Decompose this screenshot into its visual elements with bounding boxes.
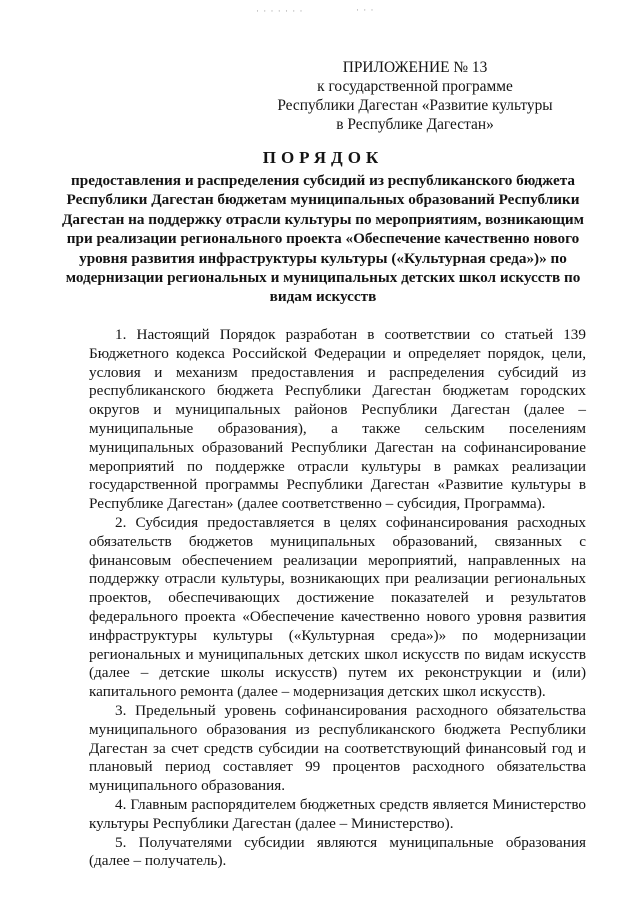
appendix-line: к государственной программе bbox=[317, 78, 513, 95]
appendix-line: Республики Дагестан «Развитие культуры bbox=[277, 97, 553, 114]
document-title bbox=[60, 147, 586, 307]
title-subtitle: предоставления и распределения субсидий из республиканского бюджета Республики Дагестан бюджетам муниципальных образований Республики Дагестан на поддержку отрасли культуры по мероприятиям, возникающим при реализации регионального проекта «Обеспечение качественно нового уровня развития инфраструктуры культуры («Культурная среда»)» по модернизации региональных и муниципальных детских школ искусств по видам искусств bbox=[61, 172, 585, 306]
scan-artifact: · · · · · · · bbox=[256, 6, 304, 16]
paragraph-5-text: 5. Получателями субсидии являются муниципальные образования (далее – получатель). bbox=[89, 833, 586, 870]
paragraph-4-text: 4. Главным распорядителем бюджетных средств является Министерство культуры Республики Дагестан (далее – Министерство). bbox=[89, 795, 586, 832]
scan-artifact: · · · bbox=[356, 5, 375, 15]
paragraph-2-text: 2. Субсидия предоставляется в целях софинансирования расходных обязательств бюджетов муниципальных образований, связанных с финансовым обеспечением реализации мероприятий, направленных на поддержку отрасли культуры, возникающих при реализации региональных проектов, обеспечивающих достижение показателей и результатов федерального проекта «Обеспечение качественно нового уровня развития инфраструктуры культуры («Культурная среда»)» по модернизации региональных и муниципальных детских школ искусств по видам искусств (далее – детские школы искусств) путем их реконструкции и (или) капитального ремонта (далее – модернизация детских школ искусств). bbox=[89, 513, 586, 701]
document-body bbox=[89, 326, 586, 871]
paragraph-3-text: 3. Предельный уровень софинансирования расходного обязательства муниципального образования из республиканского бюджета Республики Дагестан за счет средств субсидии на соответствующий финансовый год и плановый период составляет 99 процентов расходного обязательства муниципального образования. bbox=[89, 701, 586, 795]
paragraph-3 bbox=[89, 702, 586, 796]
paragraph-2 bbox=[89, 514, 586, 702]
paragraph-1 bbox=[89, 326, 586, 514]
paragraph-5 bbox=[89, 834, 586, 872]
appendix-number: ПРИЛОЖЕНИЕ № 13 bbox=[342, 59, 488, 76]
paragraph-1-text: 1. Настоящий Порядок разработан в соответствии со статьей 139 Бюджетного кодекса Российской Федерации и определяет порядок, цели, условия и механизм предоставления и распределения субсидий из республиканского бюджета Республики Дагестан бюджетам городских округов и муниципальных районов Республики Дагестан (далее – муниципальные образования), а также сельским поселениям муниципальных образований Республики Дагестан на софинансирование мероприятий по поддержке отрасли культуры в рамках реализации государственной программы Республики Дагестан «Развитие культуры в Республике Дагестан» (далее соответственно – субсидия, Программа). bbox=[89, 326, 586, 513]
title-main: ПОРЯДОК bbox=[262, 148, 384, 167]
appendix-line: в Республике Дагестан» bbox=[336, 116, 494, 133]
appendix-header bbox=[250, 58, 580, 134]
paragraph-4 bbox=[89, 796, 586, 834]
